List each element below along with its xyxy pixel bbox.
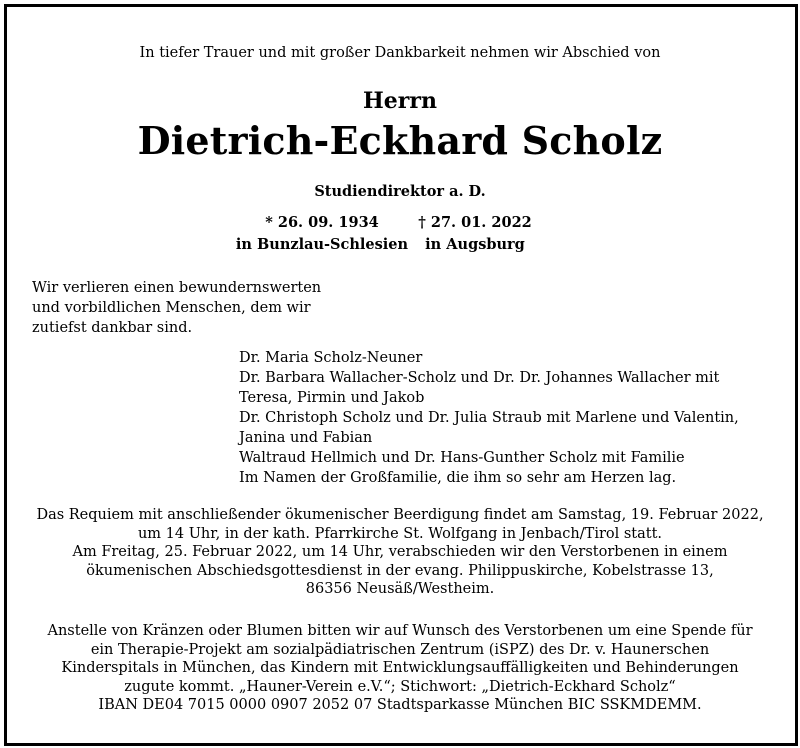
service-line: Das Requiem mit anschließender ökumenischer Beerdigung findet am Samstag, 19. Februar 2022, bbox=[36, 507, 764, 523]
family-line: Dr. Christoph Scholz und Dr. Julia Straub mit Marlene und Valentin, bbox=[239, 410, 739, 426]
family-line: Im Namen der Großfamilie, die ihm so sehr am Herzen lag. bbox=[239, 470, 677, 486]
family-line: Dr. Maria Scholz-Neuner bbox=[239, 350, 423, 366]
donation-info bbox=[0, 622, 800, 715]
death-date: † 27. 01. 2022 bbox=[418, 214, 532, 231]
death-place: in Augsburg bbox=[425, 236, 525, 253]
family-line: Waltraud Hellmich und Dr. Hans-Gunther Scholz mit Familie bbox=[239, 450, 685, 466]
donation-line: Kinderspitals in München, das Kindern mit Entwicklungsauffälligkeiten und Behinderungen bbox=[61, 660, 739, 676]
salutation: Herrn bbox=[363, 88, 437, 114]
service-info bbox=[0, 506, 800, 599]
family-list bbox=[239, 348, 739, 488]
tribute-text bbox=[32, 278, 321, 338]
donation-line: ein Therapie-Projekt am sozialpädiatrischen Zentrum (iSPZ) des Dr. v. Haunerschen bbox=[90, 641, 710, 658]
tribute-line: zutiefst dankbar sind. bbox=[32, 320, 193, 336]
deceased-title: Studiendirektor a. D. bbox=[314, 183, 486, 200]
donation-line: zugute kommt. „Hauner-Verein e.V.“; Stichwort: „Dietrich-Eckhard Scholz“ bbox=[124, 678, 676, 695]
donation-bank-details: IBAN DE04 7015 0000 0907 2052 07 Stadtsparkasse München BIC SSKMDEMM. bbox=[98, 697, 702, 713]
service-line: um 14 Uhr, in der kath. Pfarrkirche St. Wolfgang in Jenbach/Tirol statt. bbox=[137, 525, 663, 542]
tribute-line: Wir verlieren einen bewundernswerten bbox=[32, 280, 322, 296]
tribute-line: und vorbildlichen Menschen, dem wir bbox=[32, 300, 311, 316]
intro-text: In tiefer Trauer und mit großer Dankbarkeit nehmen wir Abschied von bbox=[139, 45, 661, 61]
birth-info bbox=[232, 212, 412, 256]
family-line: Janina und Fabian bbox=[239, 430, 373, 446]
deceased-name: Dietrich-Eckhard Scholz bbox=[137, 118, 663, 163]
donation-line: Anstelle von Kränzen oder Blumen bitten wir auf Wunsch des Verstorbenen um eine Spende für bbox=[47, 623, 753, 639]
birth-date: * 26. 09. 1934 bbox=[265, 214, 379, 231]
birth-place: in Bunzlau-Schlesien bbox=[235, 236, 409, 253]
service-line: ökumenischen Abschiedsgottesdienst in der evang. Philippuskirche, Kobelstrasse 13, bbox=[86, 562, 714, 579]
family-line: Teresa, Pirmin und Jakob bbox=[239, 390, 425, 406]
service-line: 86356 Neusäß/Westheim. bbox=[305, 581, 495, 597]
service-line: Am Freitag, 25. Februar 2022, um 14 Uhr, verabschieden wir den Verstorbenen in einem bbox=[72, 544, 728, 560]
family-line: Dr. Barbara Wallacher-Scholz und Dr. Dr. Johannes Wallacher mit bbox=[239, 370, 720, 386]
death-info bbox=[410, 212, 540, 256]
